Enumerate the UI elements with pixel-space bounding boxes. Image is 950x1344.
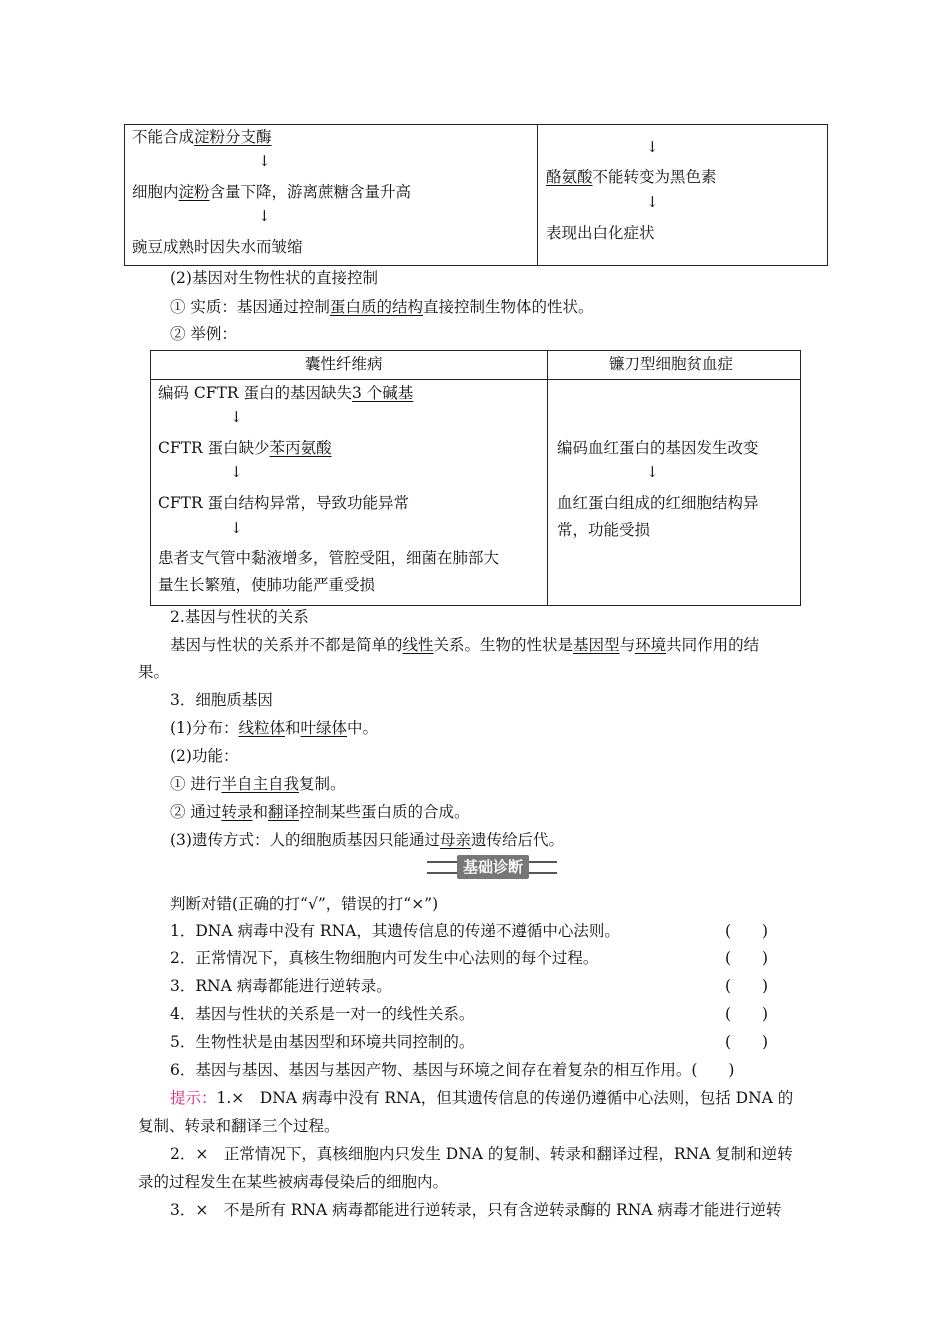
quiz-item-6: 6．基因与基因、基因与基因产物、基因与环境之间存在着复杂的相互作用。( ) bbox=[170, 1061, 735, 1079]
down-arrow-icon: ↓ bbox=[258, 207, 271, 225]
down-arrow-icon: ↓ bbox=[230, 519, 243, 537]
down-arrow-icon: ↓ bbox=[258, 152, 271, 170]
badge-label: 基础诊断 bbox=[457, 855, 529, 879]
answer-blank[interactable]: ( ) bbox=[725, 949, 769, 967]
underlined-answer: 基因型 bbox=[573, 636, 620, 654]
text: 复制。 bbox=[298, 775, 346, 793]
table2-right-line3: 常，功能受损 bbox=[557, 521, 651, 539]
underlined-answer: 转录 bbox=[221, 803, 253, 821]
text: (3)遗传方式：人的细胞质基因只能通过 bbox=[170, 831, 440, 849]
table2-header-left: 囊性纤维病 bbox=[305, 355, 383, 373]
table1-right-line2: 表现出白化症状 bbox=[546, 224, 655, 242]
table2-left-line1 bbox=[158, 381, 413, 403]
gene-trait-paragraph-line2: 果。 bbox=[138, 663, 170, 681]
underlined-answer: 翻译 bbox=[267, 803, 299, 821]
text: 和 bbox=[252, 803, 268, 821]
inheritance-line bbox=[170, 828, 564, 850]
answer-1-line2: 复制、转录和翻译三个过程。 bbox=[138, 1117, 340, 1135]
function-item-2 bbox=[170, 800, 470, 822]
answer-blank[interactable]: ( ) bbox=[725, 977, 769, 995]
table1-right-line1 bbox=[546, 165, 717, 187]
answer-blank[interactable]: ( ) bbox=[725, 1033, 769, 1051]
text: 含量下降，游离蔗糖含量升高 bbox=[209, 183, 412, 201]
table2-left-line3: CFTR 蛋白结构异常，导致功能异常 bbox=[158, 494, 410, 512]
underlined-answer: 线性 bbox=[402, 636, 434, 654]
underlined-answer: 3 个碱基 bbox=[351, 384, 414, 402]
distribution-line bbox=[170, 716, 378, 738]
text: ① 实质：基因通过控制 bbox=[170, 298, 330, 316]
section-badge bbox=[427, 855, 557, 881]
badge-rule bbox=[427, 872, 457, 874]
underlined-answer: 蛋白质的结构 bbox=[329, 298, 423, 316]
badge-rule bbox=[529, 872, 557, 874]
section-heading-gene-trait: 2.基因与性状的关系 bbox=[170, 608, 309, 626]
underlined-answer: 线粒体 bbox=[238, 719, 285, 737]
table-header-divider bbox=[150, 379, 801, 380]
answer-2-line2: 录的过程发生在某些被病毒侵染后的细胞内。 bbox=[138, 1173, 449, 1191]
function-item-1 bbox=[170, 772, 345, 794]
gene-trait-paragraph-line1 bbox=[170, 633, 759, 655]
down-arrow-icon: ↓ bbox=[646, 463, 659, 481]
answer-blank[interactable]: ( ) bbox=[725, 1005, 769, 1023]
section-heading-direct: (2)基因对生物性状的直接控制 bbox=[170, 269, 378, 287]
table-divider bbox=[537, 124, 538, 266]
text: 和 bbox=[284, 719, 301, 737]
table1-left-line2 bbox=[132, 180, 411, 202]
text: 遗传给后代。 bbox=[470, 831, 564, 849]
down-arrow-icon: ↓ bbox=[646, 193, 659, 211]
text: 与 bbox=[619, 636, 636, 654]
text: 细胞内 bbox=[132, 183, 179, 201]
quiz-item-2: 2．正常情况下，真核生物细胞内可发生中心法则的每个过程。 bbox=[170, 949, 599, 967]
quiz-item-1: 1．DNA 病毒中没有 RNA，其遗传信息的传递不遵循中心法则。 bbox=[170, 922, 620, 940]
table2-left-line5: 量生长繁殖，使肺功能严重受损 bbox=[158, 576, 376, 594]
hint-label: 提示： bbox=[170, 1089, 217, 1107]
quiz-item-3: 3．RNA 病毒都能进行逆转录。 bbox=[170, 977, 392, 995]
text: ① 进行 bbox=[170, 775, 222, 793]
text: 关系。生物的性状是 bbox=[433, 636, 574, 654]
badge-rule bbox=[427, 861, 457, 863]
down-arrow-icon: ↓ bbox=[646, 138, 659, 156]
table-divider bbox=[547, 350, 548, 606]
underlined-answer: 半自主自我 bbox=[221, 775, 299, 793]
text: 编码 CFTR 蛋白的基因缺失 bbox=[158, 384, 352, 402]
quiz-item-5: 5．生物性状是由基因型和环境共同控制的。 bbox=[170, 1033, 475, 1051]
badge-rule bbox=[529, 861, 557, 863]
answer-3-line1: 3．× 不是所有 RNA 病毒都能进行逆转录，只有含逆转录酶的 RNA 病毒才能进行逆转 bbox=[170, 1201, 782, 1219]
text: 基因与性状的关系并不都是简单的 bbox=[170, 636, 403, 654]
underlined-answer: 苯丙氨酸 bbox=[269, 439, 332, 457]
table2-left-line4: 患者支气管中黏液增多，管腔受阻，细菌在肺部大 bbox=[158, 549, 500, 567]
table1-left-line1 bbox=[132, 125, 272, 147]
text: 不能合成 bbox=[132, 128, 195, 146]
example-label: ② 举例： bbox=[170, 325, 237, 343]
text: 控制某些蛋白质的合成。 bbox=[298, 803, 470, 821]
table2-right-line2: 血红蛋白组成的红细胞结构异 bbox=[557, 494, 759, 512]
text: 直接控制生物体的性状。 bbox=[422, 298, 594, 316]
answer-2-line1: 2．× 正常情况下，真核细胞内只发生 DNA 的复制、转录和翻译过程，RNA 复制和逆转 bbox=[170, 1145, 793, 1163]
table1-left-line3: 豌豆成熟时因失水而皱缩 bbox=[132, 238, 303, 256]
essence-line bbox=[170, 295, 593, 317]
answer-1-line1 bbox=[170, 1086, 793, 1108]
underlined-answer: 环境 bbox=[635, 636, 667, 654]
text: 不能转变为黑色素 bbox=[592, 168, 717, 186]
text: (1)分布： bbox=[170, 719, 239, 737]
section-heading-cytoplasmic-genes: 3．细胞质基因 bbox=[170, 691, 273, 709]
text: 共同作用的结 bbox=[666, 636, 760, 654]
underlined-answer: 淀粉分支酶 bbox=[194, 128, 272, 146]
underlined-answer: 酪氨酸 bbox=[546, 168, 593, 186]
quiz-item-4: 4．基因与性状的关系是一对一的线性关系。 bbox=[170, 1005, 475, 1023]
down-arrow-icon: ↓ bbox=[230, 408, 243, 426]
quiz-instruction: 判断对错(正确的打“√”，错误的打“×”) bbox=[170, 895, 439, 913]
text: CFTR 蛋白缺少 bbox=[158, 439, 270, 457]
underlined-answer: 母亲 bbox=[439, 831, 471, 849]
answer-blank[interactable]: ( ) bbox=[725, 922, 769, 940]
underlined-answer: 叶绿体 bbox=[300, 719, 348, 737]
underlined-answer: 淀粉 bbox=[178, 183, 210, 201]
text: 中。 bbox=[347, 719, 379, 737]
text: 1.× DNA 病毒中没有 RNA，但其遗传信息的传递仍遵循中心法则，包括 DNA 的 bbox=[216, 1089, 794, 1107]
function-label: (2)功能： bbox=[170, 747, 239, 765]
table2-header-right: 镰刀型细胞贫血症 bbox=[609, 355, 734, 373]
table2-right-line1: 编码血红蛋白的基因发生改变 bbox=[557, 439, 759, 457]
text: ② 通过 bbox=[170, 803, 222, 821]
table2-left-line2 bbox=[158, 436, 332, 458]
down-arrow-icon: ↓ bbox=[230, 463, 243, 481]
